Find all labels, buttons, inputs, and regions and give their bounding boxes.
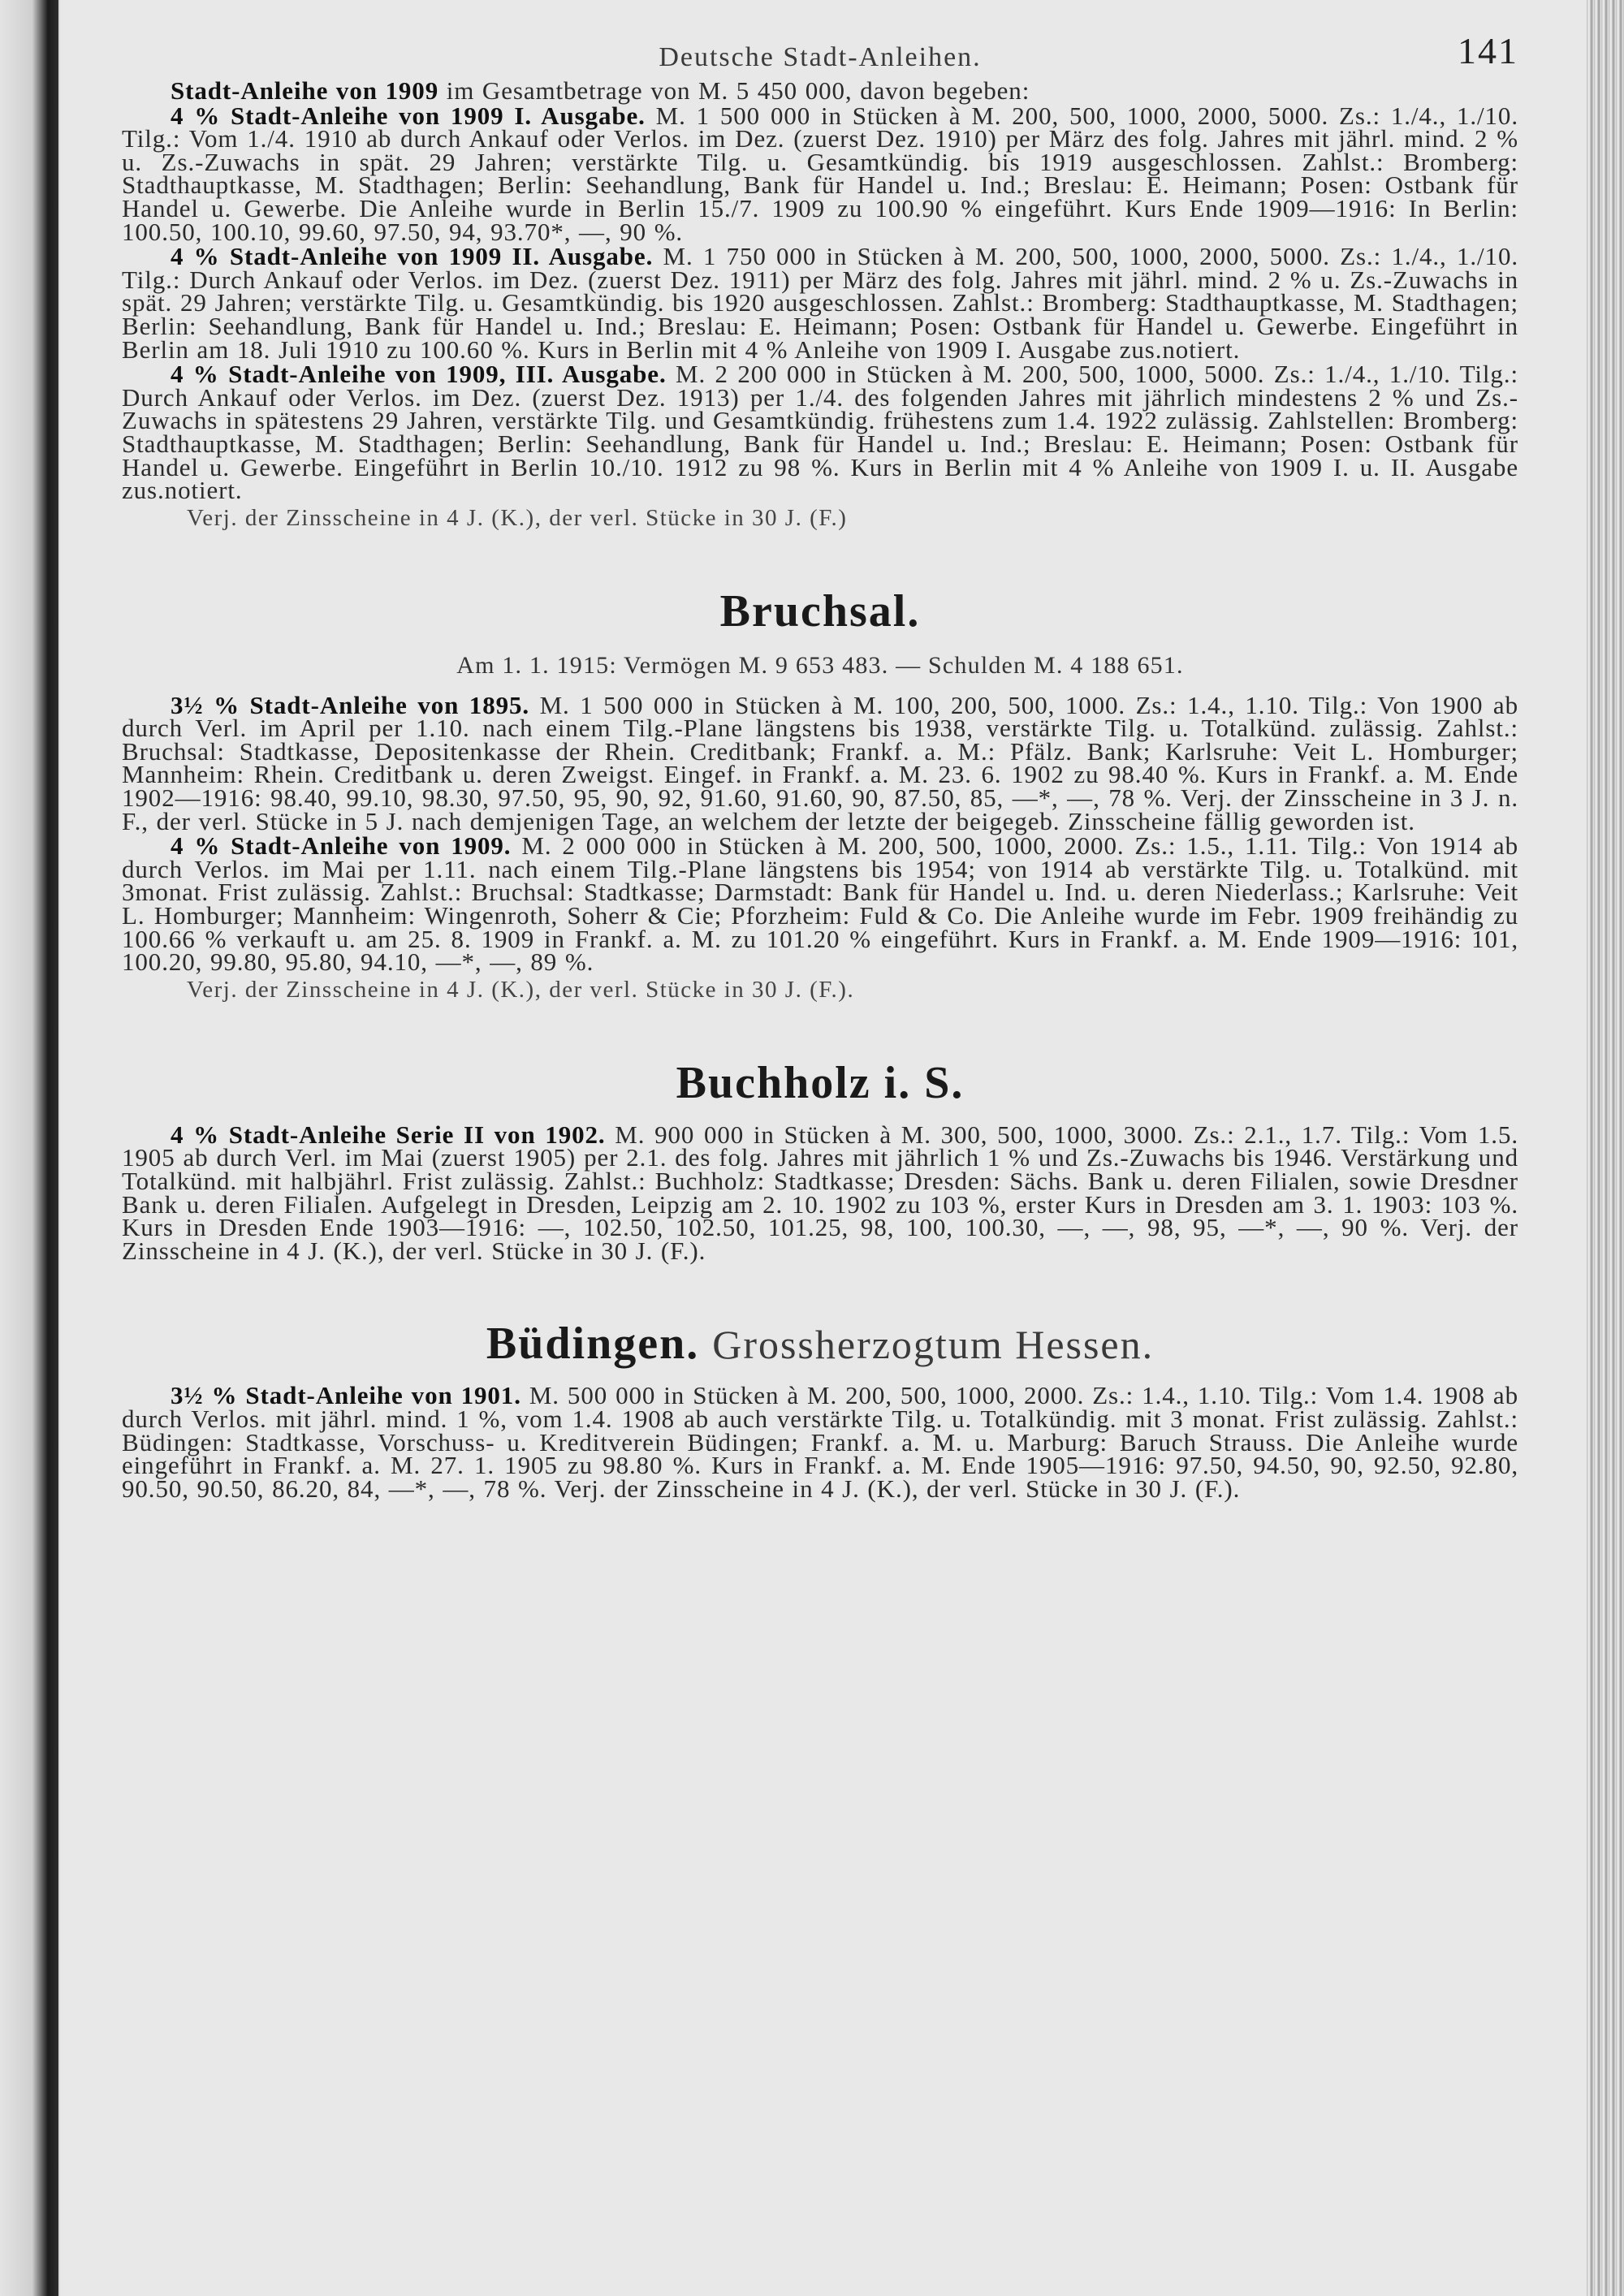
book-spine-left <box>0 0 58 2296</box>
loan-text: M. 1 500 000 in Stücken à M. 100, 200, 500, 1000. Zs.: 1.4., 1.10. Tilg.: Von 1900 ab durch Verl. im April per 1.10. nach einem Tilg.-Plane längstens bis 1938, verstärkte Tilg. u. Totalkünd. zulässig. Zahlst.: Bruchsal: Stadtkasse, Depositenkasse der Rhein. Creditbank; Frankf. a. M.: Pfälz. Bank; Karlsruhe: Veit L. Homburger; Mannheim: Rhein. Creditbank u. deren Zweigst. Eingef. in Frankf. a. M. 23. 6. 1902 zu 98.40 %. Kurs in Frankf. a. M. Ende 1902—1916: 98.40, 99.10, 98.30, 97.50, 95, 90, 92, 91.60, 91.60, 90, 87.50, 85, —*, —, 78 %. Verj. der Zinsscheine in 3 J. n. F., der verl. Stücke in 5 J. nach demjenigen Tage, an welchem der letzte der beigegeb. Zinsscheine fällig geworden ist. <box>122 690 1518 835</box>
loan-title: 3½ % Stadt-Anleihe von 1901. <box>171 1381 521 1410</box>
loan-text: M. 1 500 000 in Stücken à M. 200, 500, 1000, 2000, 5000. Zs.: 1./4., 1./10. Tilg.: Vom 1./4. 1910 ab durch Ankauf oder Verlos. im Dez. (zuerst Dez. 1910) per März des folg. Jahres mit jährl. mind. 2 % u. Zs.-Zuwachs in spät. 29 Jahren; verstärkte Tilg. u. Gesamtkündig. bis 1919 ausgeschlossen. Zahlst.: Bromberg: Stadthauptkasse, M. Stadthagen; Berlin: Seehandlung, Bank für Handel u. Ind.; Breslau: E. Heimann; Posen: Ostbank für Handel u. Gewerbe. Die Anleihe wurde in Berlin 15./7. 1909 zu 100.90 % eingeführt. Kurs Ende 1909—1916: In Berlin: 100.50, 100.10, 99.60, 97.50, 94, 93.70*, —, 90 %. <box>122 101 1518 246</box>
section-lead <box>122 76 1518 105</box>
city-name: Buchholz i. S. <box>676 1057 965 1108</box>
loan-title: 4 % Stadt-Anleihe von 1909, III. Ausgabe. <box>171 360 667 389</box>
loan-entry <box>122 831 1518 977</box>
loan-text: M. 2 200 000 in Stücken à M. 200, 500, 1000, 5000. Zs.: 1./4., 1./10. Tilg.: Durch Ankauf oder Verlos. im Dez. (zuerst Dez. 1913) per 1./4. des folgenden Jahres mit jährlich mindestens 2 % und Zs.-Zuwachs in spätestens 29 Jahren, verstärkte Tilg. und Gesamtkündig. frühestens zum 1.4. 1922 zulässig. Zahlstellen: Bromberg: Stadthauptkasse, M. Stadthagen; Berlin: Seehandlung, Bank für Handel u. Ind.; Breslau: E. Heimann; Posen: Ostbank für Handel u. Gewerbe. Eingeführt in Berlin 10./10. 1912 zu 98 %. Kurs in Berlin mit 4 % Anleihe von 1909 I. u. II. Ausgabe zus.notiert. <box>122 360 1518 505</box>
section-lead-title: Stadt-Anleihe von 1909 <box>171 76 439 105</box>
loan-text: M. 1 750 000 in Stücken à M. 200, 500, 1000, 2000, 5000. Zs.: 1./4., 1./10. Tilg.: Durch Ankauf oder Verlos. im Dez. (zuerst Dez. 1911) per März des folg. Jahres mit jährl. mind. 2 % u. Zs.-Zuwachs in spät. 29 Jahren; verstärkte Tilg. u. Gesamtkündig. bis 1920 ausgeschlossen. Zahlst.: Bromberg: Stadthauptkasse, M. Stadthagen; Berlin: Seehandlung, Bank für Handel u. Ind.; Breslau: E. Heimann; Posen: Ostbank für Handel u. Gewerbe. Eingeführt in Berlin am 18. Juli 1910 zu 100.60 %. Kurs in Berlin mit 4 % Anleihe von 1909 I. Ausgabe zus.notiert. <box>122 242 1518 364</box>
book-page <box>60 0 1587 2296</box>
loan-text: M. 500 000 in Stücken à M. 200, 500, 1000, 2000. Zs.: 1.4., 1.10. Tilg.: Vom 1.4. 1908 ab durch Verlos. mit jährl. mind. 1 %, vom 1.4. 1908 ab auch verstärkte Tilg. u. Totalkündig. mit 3 monat. Frist zulässig. Zahlst.: Büdingen: Stadtkasse, Vorschuss- u. Kreditverein Büdingen; Frankf. a. M. u. Marburg: Baruch Strauss. Die Anleihe wurde eingeführt in Frankf. a. M. 27. 1. 1905 zu 98.80 %. Kurs in Frankf. a. M. Ende 1905—1916: 97.50, 94.50, 90, 92.50, 92.80, 90.50, 90.50, 86.20, 84, —*, —, 78 %. Verj. der Zinsscheine in 4 J. (K.), der verl. Stücke in 30 J. (F.). <box>122 1381 1518 1503</box>
city-heading-bruchsal <box>122 585 1518 637</box>
loan-entry <box>122 242 1518 364</box>
city-name: Bruchsal. <box>719 585 921 637</box>
city-finance-summary: Am 1. 1. 1915: Vermögen M. 9 653 483. — Schulden M. 4 188 651. <box>456 651 1184 679</box>
loan-entry <box>122 101 1518 246</box>
page-number: 141 <box>1458 30 1518 71</box>
page-content <box>122 23 1518 1502</box>
loan-entry <box>122 690 1518 835</box>
loan-text: M. 900 000 in Stücken à M. 300, 500, 1000, 3000. Zs.: 2.1., 1.7. Tilg.: Vom 1.5. 1905 ab durch Verl. im Mai (zuerst 1905) per 2.1. des folg. Jahres mit jährlich 1 % und Zs.-Zuwachs bis 1946. Verstärkung und Totalkünd. mit halbjährl. Frist zulässig. Zahlst.: Buchholz: Stadtkasse; Dresden: Sächs. Bank u. deren Filialen, sowie Dresdner Bank u. deren Filialen. Aufgelegt in Dresden, Leipzig am 2. 10. 1902 zu 103 %, erster Kurs in Dresden am 3. 1. 1903: 103 %. Kurs in Dresden Ende 1903—1916: —, 102.50, 102.50, 101.25, 98, 100, 100.30, —, —, 98, 95, —*, —, 90 %. Verj. der Zinsscheine in 4 J. (K.), der verl. Stücke in 30 J. (F.). <box>122 1120 1518 1265</box>
limitation-note: Verj. der Zinsscheine in 4 J. (K.), der verl. Stücke in 30 J. (F.) <box>187 504 848 531</box>
loan-title: 4 % Stadt-Anleihe von 1909 I. Ausgabe. <box>171 101 646 130</box>
city-heading-budingen <box>122 1318 1518 1370</box>
city-region: Grossherzogtum Hessen. <box>712 1322 1155 1368</box>
loan-text: M. 2 000 000 in Stücken à M. 200, 500, 1000, 2000. Zs.: 1.5., 1.11. Tilg.: Von 1914 ab durch Verlos. im Mai per 1.11. nach einem Tilg.-Plane längstens bis 1954; von 1914 ab verstärkte Tilg. u. Totalkünd. mit 3monat. Frist zulässig. Zahlst.: Bruchsal: Stadtkasse; Darmstadt: Bank für Handel u. Ind. u. deren Niederlass.; Karlsruhe: Veit L. Homburger; Mannheim: Wingenroth, Soherr & Cie; Pforzheim: Fuld & Co. Die Anleihe wurde im Febr. 1909 freihändig zu 100.66 % verkauft u. am 25. 8. 1909 in Frankf. a. M. zu 101.20 % eingeführt. Kurs in Frankf. a. M. Ende 1909—1916: 101, 100.20, 99.80, 95.80, 94.10, —*, —, 89 %. <box>122 831 1518 977</box>
loan-entry <box>122 1381 1518 1503</box>
loan-title: 3½ % Stadt-Anleihe von 1895. <box>171 690 530 719</box>
section-lead-text: im Gesamtbetrage von M. 5 450 000, davon begeben: <box>438 76 1030 105</box>
loan-entry <box>122 1120 1518 1265</box>
loan-title: 4 % Stadt-Anleihe von 1909 II. Ausgabe. <box>171 242 654 271</box>
city-heading-buchholz <box>122 1057 1518 1109</box>
page-header <box>122 23 1518 80</box>
running-title: Deutsche Stadt-Anleihen. <box>659 42 982 72</box>
city-name: Büdingen. <box>486 1318 700 1370</box>
loan-title: 4 % Stadt-Anleihe Serie II von 1902. <box>171 1120 606 1149</box>
loan-title: 4 % Stadt-Anleihe von 1909. <box>171 831 512 861</box>
limitation-note: Verj. der Zinsscheine in 4 J. (K.), der verl. Stücke in 30 J. (F.). <box>187 976 855 1003</box>
page-stack-edge <box>1587 0 1624 2296</box>
loan-entry <box>122 360 1518 505</box>
